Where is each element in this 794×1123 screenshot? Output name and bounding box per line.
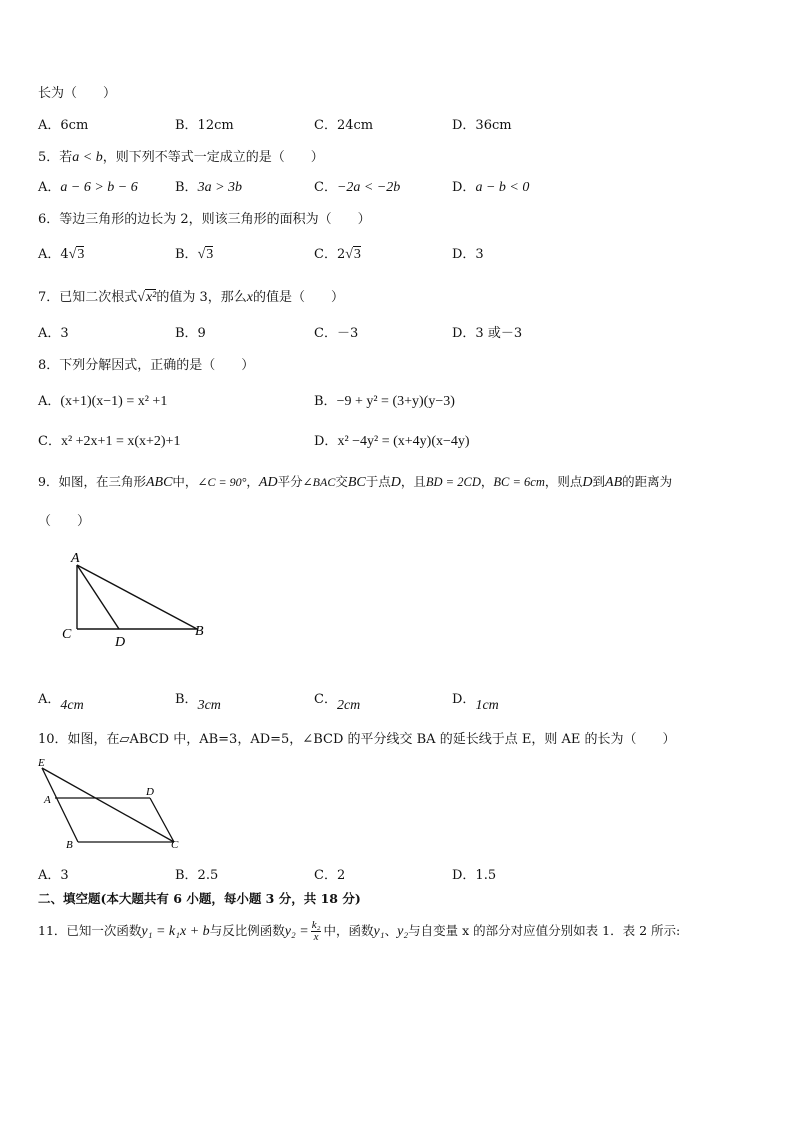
q5-option-b-letter: B．: [175, 180, 198, 195]
segment-ad: [77, 565, 119, 629]
q8-option-d: [314, 430, 470, 450]
q10-option-c: C．2: [314, 868, 346, 883]
q5-option-a: [38, 176, 138, 196]
q9-text-6: 于点: [365, 474, 391, 489]
q9-math-1: ABC: [145, 475, 173, 490]
q6-option-a-text: A．4: [38, 247, 69, 262]
q9-option-c: [314, 688, 361, 713]
q7-stem: [38, 286, 344, 306]
q5-option-c-math: −2a < −2b: [336, 180, 401, 195]
q9-stem: [38, 472, 672, 491]
q9-option-a-letter: A．: [38, 692, 61, 707]
q10-option-b: B．2.5: [175, 868, 219, 883]
q7-option-b: B．9: [175, 326, 206, 341]
q9-math-2: ∠C = 90°: [197, 475, 247, 489]
q5-option-d-letter: D．: [452, 180, 476, 195]
q9-math-8: BC = 6cm: [493, 475, 545, 489]
q10-option-d: D．1.5: [452, 868, 497, 883]
q9-option-a: [38, 688, 84, 713]
q9-math-4: ∠BAC: [302, 475, 336, 489]
q9-option-b-math: 3cm: [197, 698, 221, 713]
q9-option-b: [175, 688, 221, 713]
q11-fraction-denominator: x: [313, 931, 319, 943]
q7-option-d: D．3 或－3: [452, 326, 523, 341]
label-b: B: [66, 839, 73, 851]
q7-option-c: C．－3: [314, 326, 359, 341]
q9-text-10: 到: [592, 474, 606, 489]
q9-triangle-figure: [55, 545, 215, 650]
q6-stem: 6．等边三角形的边长为 2，则该三角形的面积为（ ）: [38, 212, 371, 227]
q4-option-d: D．36cm: [452, 118, 512, 133]
sqrt-symbol: √: [68, 247, 77, 262]
q11-prefix: 11．已知一次函数: [38, 923, 142, 938]
q7-prefix: 7．已知二次根式: [38, 290, 138, 305]
q7-var: x: [246, 290, 254, 305]
q9-option-a-math: 4cm: [60, 698, 84, 713]
q11-var-y2: y₂: [397, 924, 409, 939]
q5-option-b-math: 3a > 3b: [197, 180, 243, 195]
q11-middle: 与反比例函数: [209, 923, 285, 938]
q9-text-11: 的距离为: [622, 474, 673, 489]
q6-option-c: [314, 243, 361, 263]
sqrt-symbol: √: [197, 247, 206, 262]
q7-radical: x²: [145, 290, 157, 305]
q5-option-c: [314, 176, 400, 196]
q5-condition: a < b: [72, 150, 103, 165]
label-a: A: [71, 551, 80, 566]
q9-option-c-letter: C．: [314, 692, 337, 707]
section-2-title: 二、填空题(本大题共有 6 小题，每小题 3 分，共 18 分): [38, 891, 361, 906]
q6-option-b-text: B．: [175, 247, 198, 262]
q9-math-9: D: [582, 475, 593, 490]
q9-text-9: ，则点: [544, 474, 583, 489]
q6-option-c-text: C．2: [314, 247, 346, 262]
q6-option-d: D．3: [452, 247, 484, 262]
label-d: D: [146, 786, 154, 798]
sqrt-symbol: √: [137, 290, 145, 305]
q11-after: 中，函数: [323, 923, 374, 938]
label-b: B: [195, 624, 204, 639]
q9-math-10: AB: [605, 475, 623, 490]
q9-text-4: 平分: [277, 474, 303, 489]
q9-text-3: ，: [246, 474, 259, 489]
q9-paren: （ ）: [38, 514, 91, 529]
q5-option-a-letter: A．: [38, 180, 61, 195]
q5-option-d: [452, 176, 529, 196]
label-c: C: [62, 627, 72, 642]
q10-parallelogram-figure: [34, 755, 194, 855]
q9-option-d: [452, 688, 499, 713]
q8-option-a: [38, 390, 167, 410]
q6-option-b-radicand: 3: [206, 247, 214, 262]
q10-stem: 10．如图，在▱ABCD 中，AB=3，AD=5，∠BCD 的平分线交 BA 的延长线于点 E，则 AE 的长为（ ）: [38, 732, 676, 747]
q6-option-a-radicand: 3: [77, 247, 85, 262]
label-e: E: [38, 757, 45, 769]
q8-option-d-letter: D．: [314, 434, 338, 449]
q11-linear-function: y₁ = k₁x + b: [141, 924, 210, 939]
segment-ab: [77, 565, 197, 629]
q8-option-a-letter: A．: [38, 394, 61, 409]
q9-math-6: D: [390, 475, 401, 490]
q9-text-8: ，: [480, 474, 494, 489]
q5-suffix: ，则下列不等式一定成立的是（ ）: [102, 150, 324, 165]
q9-math-3: AD: [258, 475, 278, 490]
q8-option-b-letter: B．: [314, 394, 337, 409]
q4-option-b: B．12cm: [175, 118, 234, 133]
q8-option-c: [38, 430, 180, 450]
q5-prefix: 5．若: [38, 150, 73, 165]
label-a: A: [44, 794, 51, 806]
q11-inverse-function-lhs: y₂ =: [284, 924, 309, 939]
q9-option-b-letter: B．: [175, 692, 198, 707]
q8-stem: 8．下列分解因式，正确的是（ ）: [38, 358, 255, 373]
q9-text-2: 中，: [172, 474, 198, 489]
q8-option-b: [314, 390, 455, 410]
q4-option-a: A．6cm: [38, 118, 89, 133]
q7-suffix: 的值是（ ）: [253, 290, 345, 305]
q5-option-a-math: a − 6 > b − 6: [60, 180, 138, 195]
q11-fraction-numerator: k₂: [311, 919, 321, 931]
q10-option-a: A．3: [38, 868, 69, 883]
q8-option-d-math: x² −4y² = (x+4y)(x−4y): [337, 434, 470, 449]
q11-suffix: 与自变量 x 的部分对应值分别如表 1．表 2 所示:: [408, 923, 681, 938]
q9-math-7: BD = 2CD: [425, 475, 481, 489]
q7-option-a: A．3: [38, 326, 69, 341]
q5-option-c-letter: C．: [314, 180, 337, 195]
q8-option-c-math: x² +2x+1 = x(x+2)+1: [60, 434, 181, 449]
q5-option-d-math: a − b < 0: [475, 180, 530, 195]
q9-text-5: 交: [335, 474, 348, 489]
label-c: C: [171, 839, 179, 851]
q11-stem: [38, 920, 680, 943]
q9-option-c-math: 2cm: [336, 698, 361, 713]
sqrt-symbol: √: [345, 247, 353, 262]
q11-separator: 、: [384, 923, 398, 938]
q8-option-c-letter: C．: [38, 434, 61, 449]
q9-text-1: 9．如图，在三角形: [38, 474, 146, 489]
q4-option-c: C．24cm: [314, 118, 374, 133]
q9-option-d-letter: D．: [452, 692, 476, 707]
q9-option-d-math: 1cm: [475, 698, 499, 713]
q6-option-b: [175, 243, 213, 263]
q5-option-b: [175, 176, 242, 196]
q8-option-b-math: −9 + y² = (3+y)(y−3): [336, 394, 455, 409]
q6-option-c-radicand: 3: [353, 247, 361, 262]
q7-middle: 的值为 3，那么: [156, 290, 247, 305]
q6-option-a: [38, 243, 84, 263]
q11-fraction: [311, 920, 322, 943]
q5-stem: [38, 146, 324, 166]
q8-option-a-math: (x+1)(x−1) = x² +1: [60, 394, 168, 409]
q11-var-y1: y₁: [373, 924, 385, 939]
q9-text-7: ，且: [400, 474, 426, 489]
q9-math-5: BC: [347, 475, 366, 490]
label-d: D: [115, 635, 126, 650]
q4-tail: 长为（ ）: [38, 86, 117, 101]
